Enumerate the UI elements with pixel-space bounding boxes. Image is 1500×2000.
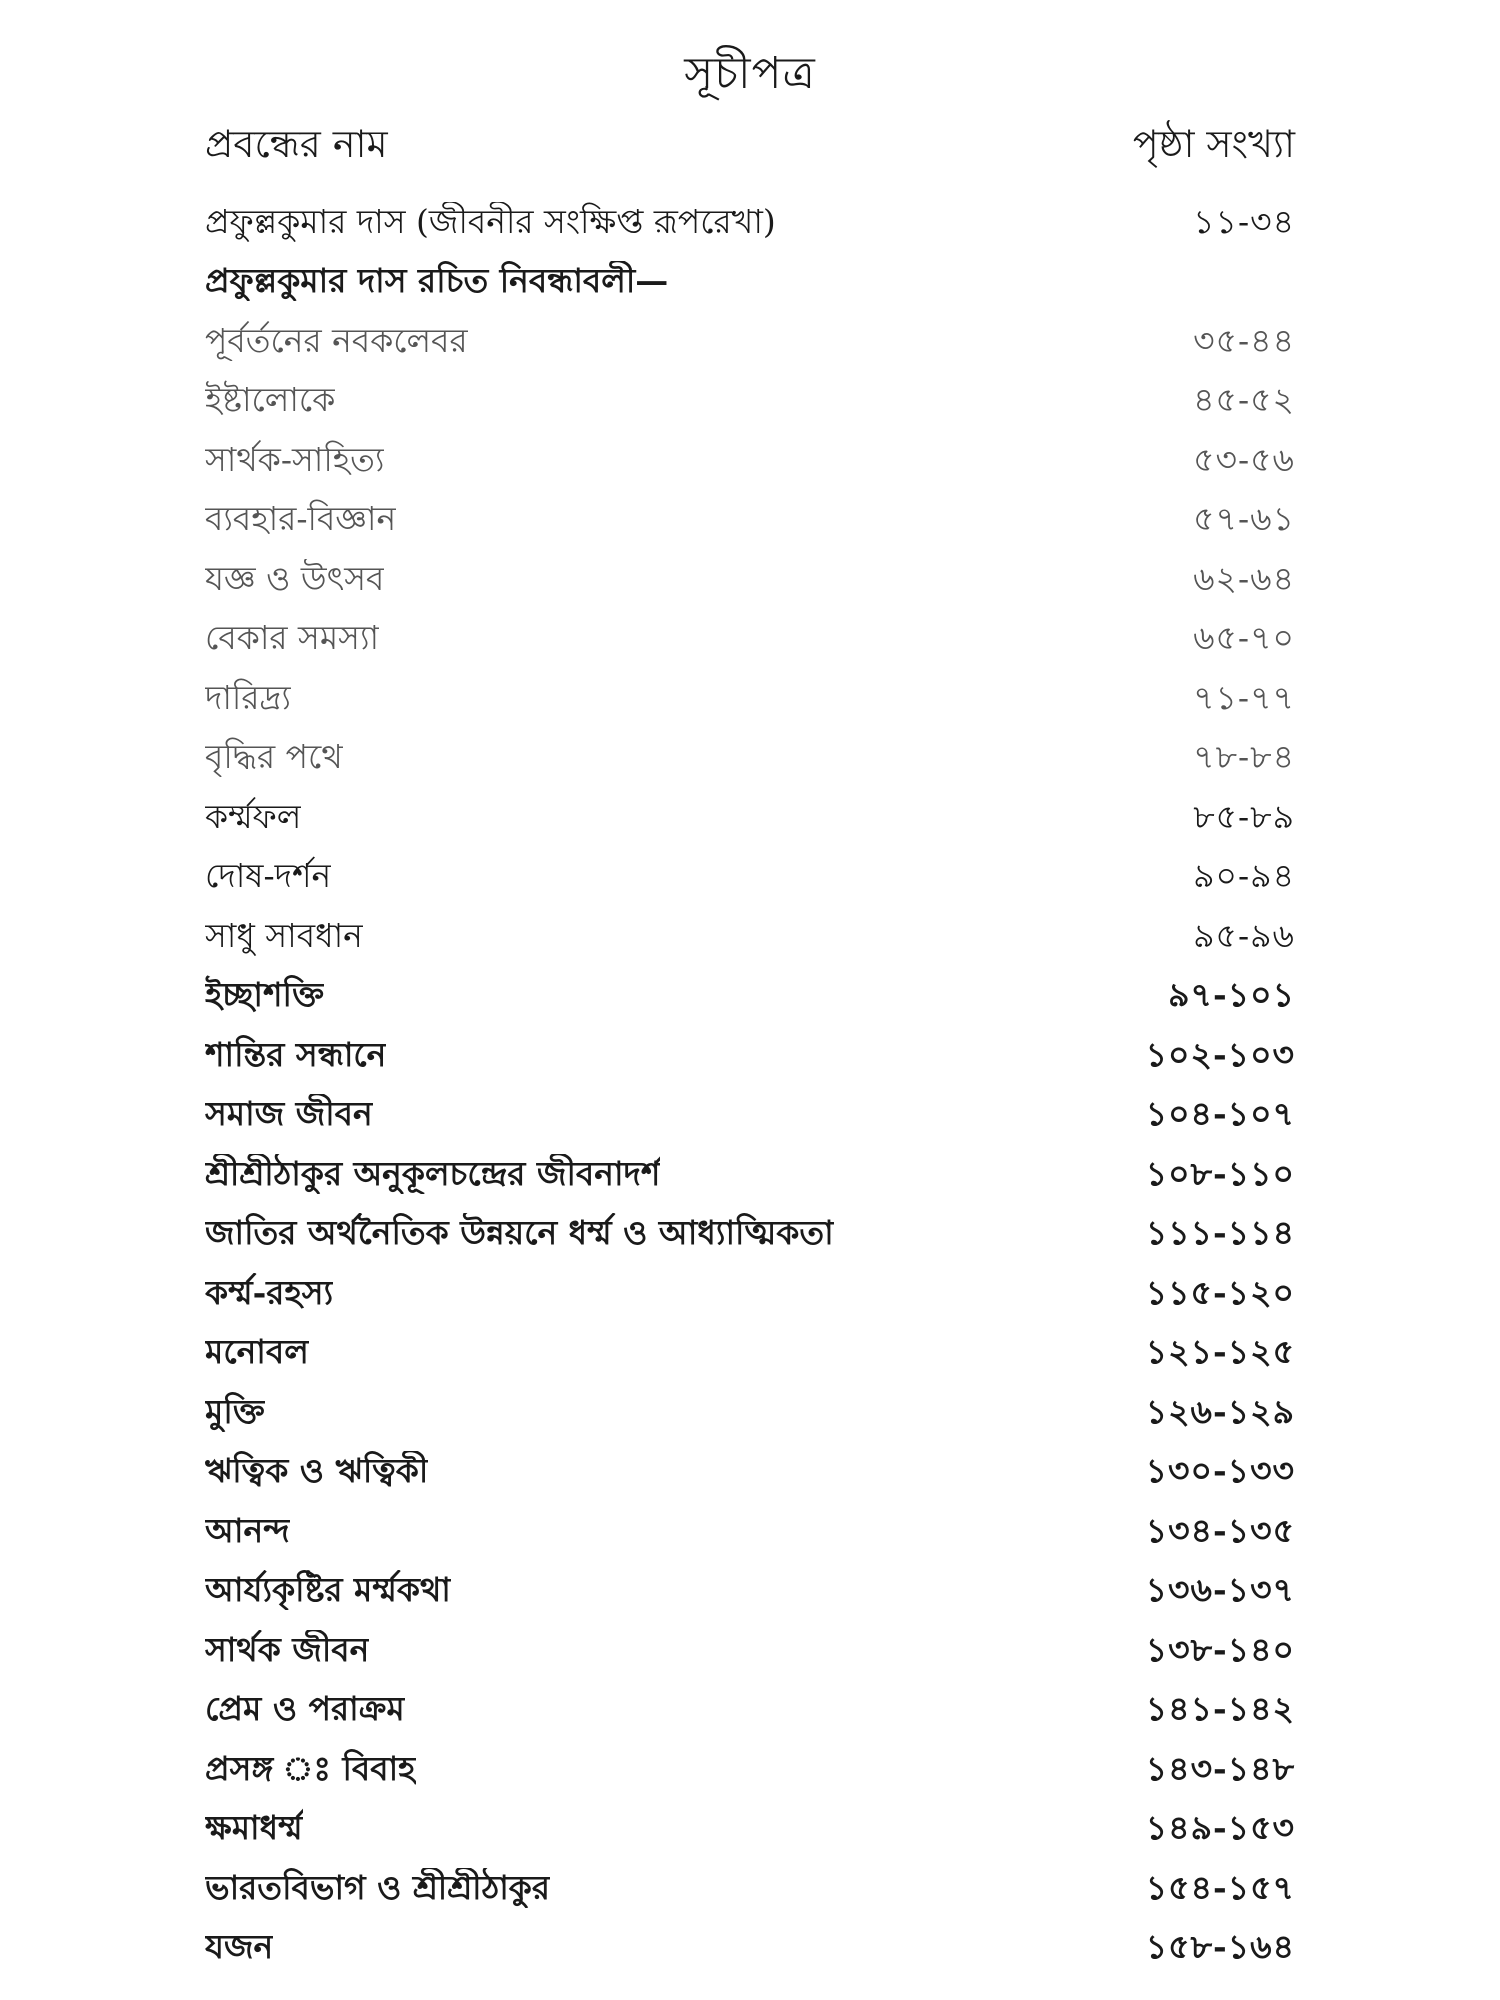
entry-pages: ১৪৩-১৪৮: [1145, 1748, 1295, 1788]
entry-title: প্রেম ও পরাক্রম: [205, 1689, 405, 1729]
list-item: [205, 1025, 1295, 1085]
list-item: [205, 1085, 1295, 1145]
list-item: [205, 1680, 1295, 1740]
entry-pages: ৫৭-৬১: [1193, 499, 1295, 539]
entry-title: কর্ম্মফল: [205, 796, 302, 836]
entry-title: প্রসঙ্গ ঃ বিবাহ: [205, 1748, 416, 1788]
entry-title: প্রফুল্লকুমার দাস (জীবনীর সংক্ষিপ্ত রূপরেখা): [205, 201, 776, 241]
entry-title: প্রফুল্লকুমার দাস রচিত নিবন্ধাবলী—: [205, 261, 669, 301]
entry-pages: ১১৫-১২০: [1145, 1272, 1295, 1312]
list-item: [205, 1561, 1295, 1621]
list-item: [205, 371, 1295, 431]
list-item: [205, 490, 1295, 550]
entry-pages: ১১১-১১৪: [1145, 1213, 1295, 1253]
list-item: [205, 787, 1295, 847]
list-item: [205, 192, 1295, 252]
entry-title: সাধু সাবধান: [205, 915, 363, 955]
entry-title: শ্রীশ্রীঠাকুর অনুকূলচন্দ্রের জীবনাদর্শ: [205, 1153, 661, 1193]
table-of-contents: [205, 192, 1295, 1977]
list-item: [205, 1918, 1295, 1978]
entry-pages: ১৪১-১৪২: [1145, 1689, 1295, 1729]
entry-pages: ৬৫-৭০: [1193, 618, 1295, 658]
entry-title: পূর্বর্তনের নবকলেবর: [205, 320, 468, 360]
list-item: [205, 1263, 1295, 1323]
list-item: [205, 1144, 1295, 1204]
entry-title: সমাজ জীবন: [205, 1094, 373, 1134]
list-item: [205, 668, 1295, 728]
entry-pages: ৯০-৯৪: [1193, 856, 1295, 896]
entry-title: মুক্তি: [205, 1391, 265, 1431]
entry-title: ইচ্ছাশক্তি: [205, 975, 324, 1015]
list-item: [205, 609, 1295, 669]
entry-pages: ১৩০-১৩৩: [1145, 1451, 1295, 1491]
entry-title: সার্থক জীবন: [205, 1629, 370, 1669]
entry-pages: ৭১-৭৭: [1193, 677, 1295, 717]
list-item: [205, 252, 1295, 312]
entry-title: আনন্দ: [205, 1510, 290, 1550]
entry-title: সার্থক-সাহিত্য: [205, 439, 385, 479]
entry-title: ব্যবহার-বিজ্ঞান: [205, 499, 397, 539]
list-item: [205, 847, 1295, 907]
list-item: [205, 311, 1295, 371]
list-item: [205, 430, 1295, 490]
entry-pages: ১৩৮-১৪০: [1145, 1629, 1295, 1669]
entry-pages: ১৩৬-১৩৭: [1145, 1570, 1295, 1610]
entry-title: মনোবল: [205, 1332, 309, 1372]
list-item: [205, 906, 1295, 966]
entry-pages: ১০৪-১০৭: [1145, 1094, 1295, 1134]
column-header-pages: পৃষ্ঠা সংখ্যা: [1132, 122, 1295, 166]
entry-pages: ৪৫-৫২: [1193, 380, 1295, 420]
list-item: [205, 1858, 1295, 1918]
entry-title: ইষ্টালোকে: [205, 380, 336, 420]
column-header-title: প্রবন্ধের নাম: [205, 122, 388, 166]
entry-pages: ১৩৪-১৩৫: [1145, 1510, 1295, 1550]
list-item: [205, 549, 1295, 609]
page-title: সূচীপত্র: [684, 48, 816, 99]
list-item: [205, 1501, 1295, 1561]
entry-title: জাতির অর্থনৈতিক উন্নয়নে ধর্ম্ম ও আধ্যাত্মিকতা: [205, 1213, 834, 1253]
entry-pages: ১০৮-১১০: [1145, 1153, 1295, 1193]
entry-pages: ১৫৪-১৫৭: [1145, 1867, 1295, 1907]
entry-pages: ১২৬-১২৯: [1145, 1391, 1295, 1431]
list-item: [205, 1382, 1295, 1442]
entry-pages: ১২১-১২৫: [1145, 1332, 1295, 1372]
entry-title: বৃদ্ধির পথে: [205, 737, 343, 777]
entry-pages: ৯৭-১০১: [1168, 975, 1295, 1015]
entry-title: যজ্ঞ ও উৎসব: [205, 558, 385, 598]
entry-title: যজন: [205, 1927, 274, 1967]
list-item: [205, 1799, 1295, 1859]
entry-pages: ৯৫-৯৬: [1193, 915, 1295, 955]
list-item: [205, 728, 1295, 788]
entry-pages: ৫৩-৫৬: [1193, 439, 1295, 479]
entry-pages: ৩৫-৪৪: [1193, 320, 1295, 360]
entry-pages: ১০২-১০৩: [1145, 1034, 1295, 1074]
entry-pages: ৮৫-৮৯: [1193, 796, 1295, 836]
entry-title: ক্ষমাধর্ম্ম: [205, 1808, 303, 1848]
list-item: [205, 1204, 1295, 1264]
list-item: [205, 1620, 1295, 1680]
entry-title: দোষ-দর্শন: [205, 856, 332, 896]
list-item: [205, 1323, 1295, 1383]
entry-title: দারিদ্র্য: [205, 677, 291, 717]
entry-pages: ১১-৩৪: [1193, 201, 1295, 241]
entry-pages: ১৫৮-১৬৪: [1145, 1927, 1295, 1967]
entry-title: ভারতবিভাগ ও শ্রীশ্রীঠাকুর: [205, 1867, 551, 1907]
entry-title: ঋত্বিক ও ঋত্বিকী: [205, 1451, 429, 1491]
entry-title: আর্য্যকৃষ্টির মর্ম্মকথা: [205, 1570, 451, 1610]
entry-title: কর্ম্ম-রহস্য: [205, 1272, 334, 1312]
list-item: [205, 1739, 1295, 1799]
entry-title: শান্তির সন্ধানে: [205, 1034, 387, 1074]
entry-pages: ৬২-৬৪: [1193, 558, 1295, 598]
list-item: [205, 966, 1295, 1026]
list-item: [205, 1442, 1295, 1502]
entry-pages: ১৪৯-১৫৩: [1145, 1808, 1295, 1848]
entry-pages: ৭৮-৮৪: [1193, 737, 1295, 777]
entry-title: বেকার সমস্যা: [205, 618, 380, 658]
